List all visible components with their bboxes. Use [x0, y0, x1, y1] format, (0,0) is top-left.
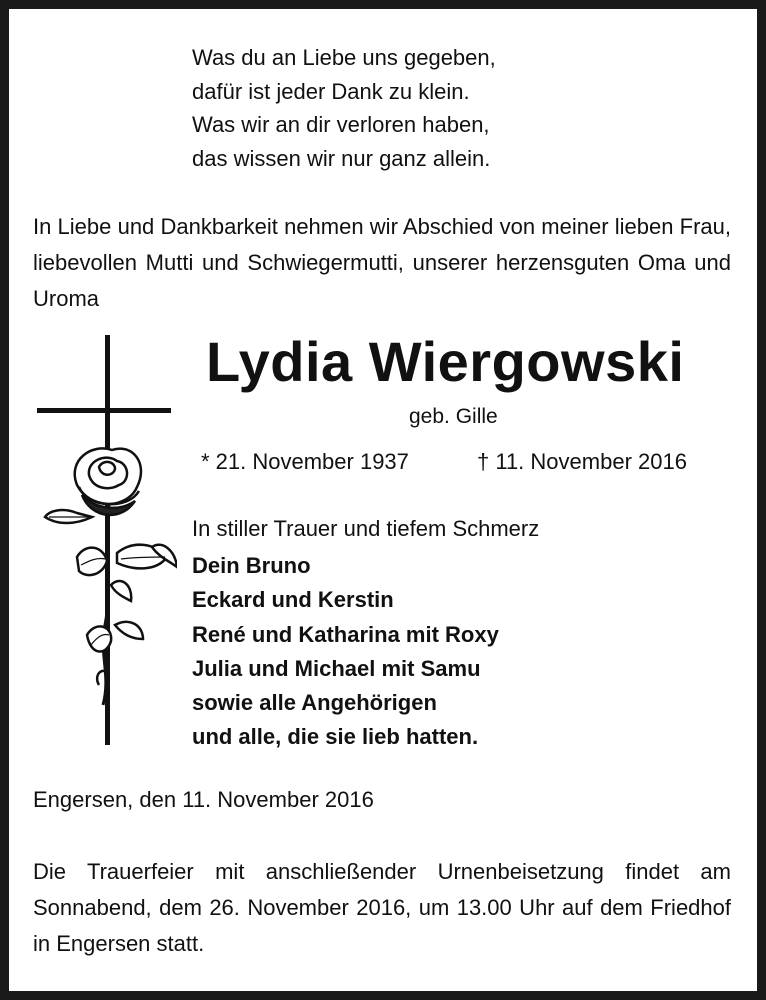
mourner-entry: Eckard und Kerstin — [192, 587, 394, 613]
place-and-date: Engersen, den 11. November 2016 — [33, 787, 374, 812]
mourner-entry: Julia und Michael mit Samu — [192, 655, 481, 681]
mourner-entry: Dein Bruno — [192, 553, 311, 578]
obituary-notice — [9, 9, 757, 991]
cross-with-rose-icon — [37, 335, 177, 745]
mourner-entry: sowie alle Angehörigen — [192, 690, 437, 716]
poem-line: das wissen wir nur ganz allein. — [192, 145, 491, 171]
poem-line: dafür ist jeder Dank zu klein. — [192, 78, 470, 104]
funeral-service-info: Die Trauerfeier mit anschließender Urnenbeisetzung findet am Sonnabend, dem 26. November 2016, um 13.00 Uhr auf dem Friedhof in Engersen statt. — [33, 859, 731, 956]
mourner-entry: René und Katharina mit Roxy — [192, 621, 499, 647]
intro-paragraph: In Liebe und Dankbarkeit nehmen wir Abschied von meiner lieben Frau, liebevollen Mutti und Schwiegermutti, unserer herzensguten Oma und Uroma — [33, 214, 731, 311]
maiden-name: geb. Gille — [409, 405, 498, 428]
mourner-entry: und alle, die sie lieb hatten. — [192, 724, 479, 750]
death-date: † 11. November 2016 — [477, 449, 687, 474]
mourning-heading: In stiller Trauer und tiefem Schmerz — [192, 516, 540, 541]
memorial-poem — [192, 41, 496, 175]
poem-line: Was du an Liebe uns gegeben, — [192, 45, 496, 70]
poem-line: Was wir an dir verloren haben, — [192, 112, 490, 137]
deceased-name: Lydia Wiergowski — [206, 330, 685, 393]
mourners-list — [192, 549, 499, 755]
birth-date: * 21. November 1937 — [201, 449, 409, 474]
